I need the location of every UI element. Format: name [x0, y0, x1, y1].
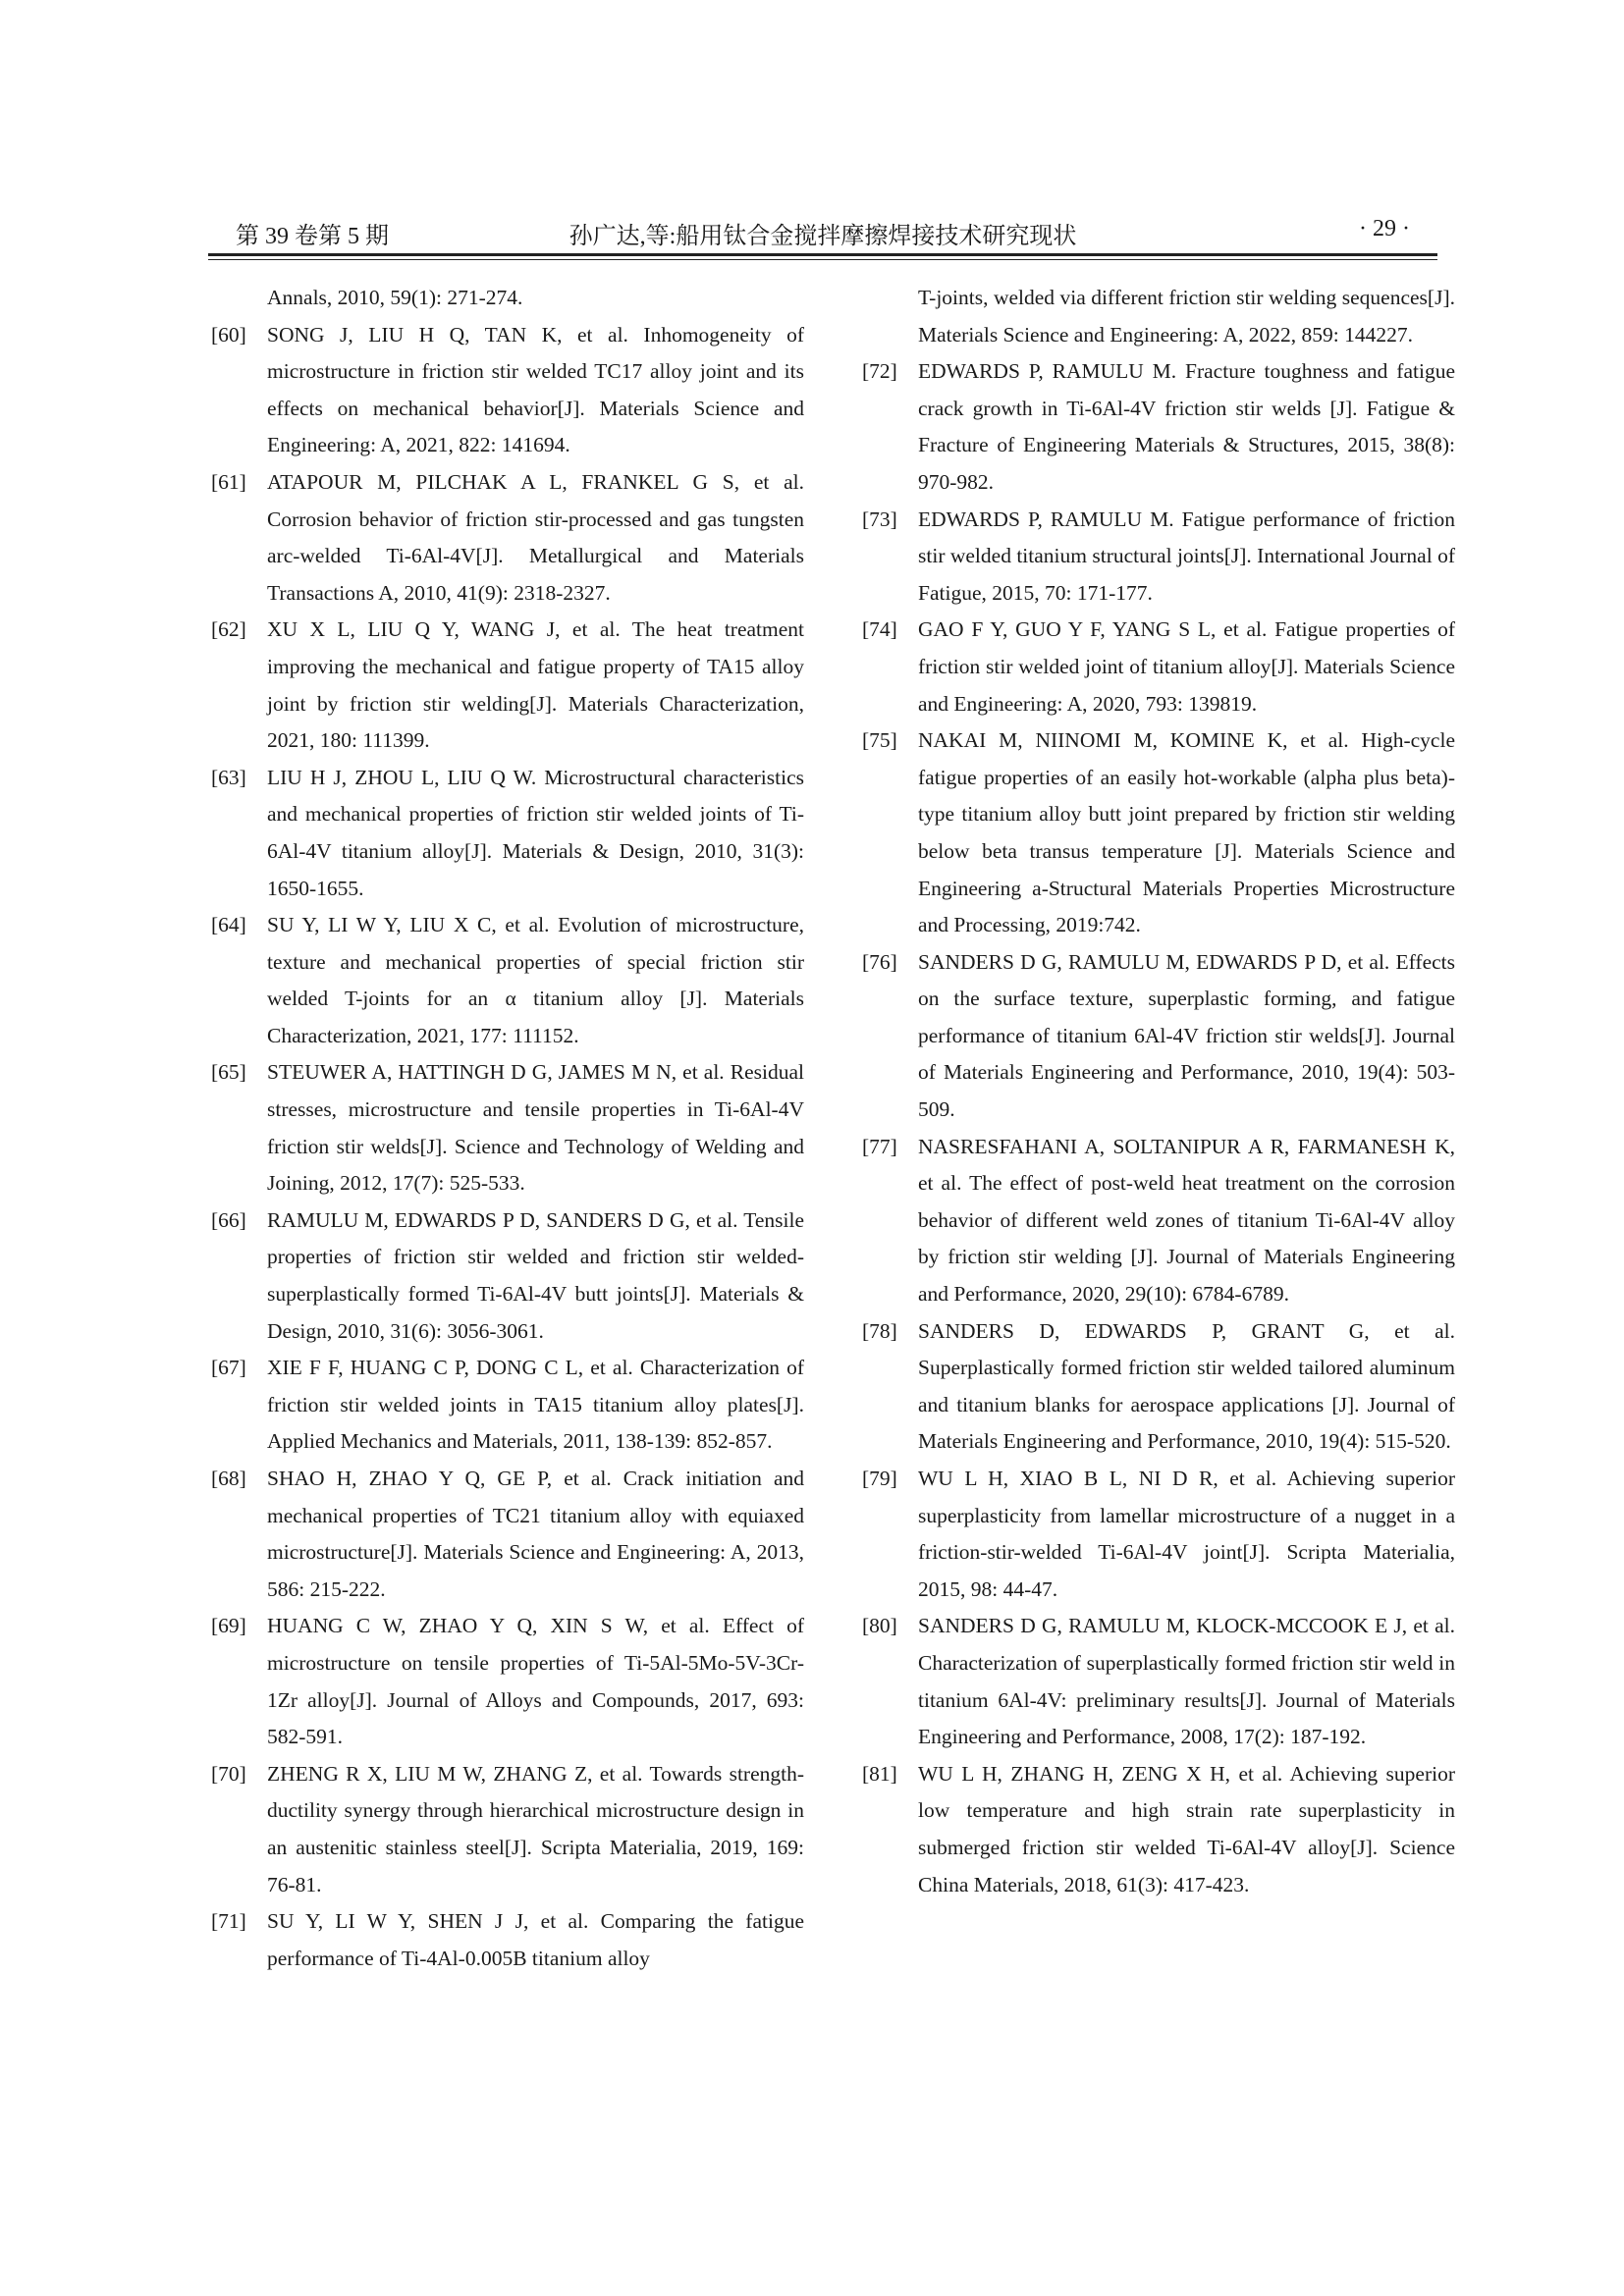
reference-text: SONG J, LIU H Q, TAN K, et al. Inhomogeneity of microstructure in friction stir welded TC17 alloy joint and its effects on mechanical behavior[J]. Materials Science and Engineering: A, 2021, 822: 141694.	[267, 322, 804, 457]
reference-item	[211, 1756, 804, 1903]
reference-number: [69]	[211, 1614, 246, 1638]
reference-text: NAKAI M, NIINOMI M, KOMINE K, et al. High-cycle fatigue properties of an easily hot-workable (alpha plus beta)-type titanium alloy butt joint prepared by friction stir welding below beta transus temperature [J]. Materials Science and Engineering a-Structural Materials Properties Microstructure and Processing, 2019:742.	[918, 728, 1455, 937]
reference-number: [78]	[862, 1318, 897, 1343]
reference-text: SANDERS D G, RAMULU M, KLOCK-MCCOOK E J, et al. Characterization of superplastically formed friction stir weld in titanium 6Al-4V: preliminary results[J]. Journal of Materials Engineering and Performance, 2008, 17(2): 187-192.	[918, 1614, 1455, 1749]
page-number: · 29 ·	[1359, 216, 1410, 241]
reference-number: [76]	[862, 949, 897, 974]
reference-number: [65]	[211, 1060, 246, 1085]
reference-item	[211, 464, 804, 612]
reference-item	[211, 907, 804, 1054]
reference-text: EDWARDS P, RAMULU M. Fatigue performance of friction stir welded titanium structural joints[J]. International Journal of Fatigue, 2015, 70: 171-177.	[918, 507, 1455, 605]
reference-item	[211, 317, 804, 464]
reference-item	[862, 502, 1455, 613]
reference-item	[211, 1608, 804, 1755]
reference-item	[862, 944, 1455, 1129]
reference-number: [71]	[211, 1909, 246, 1934]
reference-item	[211, 1461, 804, 1608]
reference-item	[862, 1313, 1455, 1461]
reference-item	[862, 1756, 1455, 1903]
reference-number: [60]	[211, 322, 246, 347]
reference-number: [77]	[862, 1134, 897, 1158]
reference-number: [68]	[211, 1467, 246, 1490]
reference-number: [80]	[862, 1614, 897, 1638]
reference-text: EDWARDS P, RAMULU M. Fracture toughness and fatigue crack growth in Ti-6Al-4V friction stir welds [J]. Fatigue & Fracture of Engineering Materials & Structures, 2015, 38(8): 970-982.	[918, 359, 1455, 494]
reference-column-left	[211, 280, 804, 1977]
reference-number: [74]	[862, 617, 897, 642]
reference-number: [81]	[862, 1761, 897, 1786]
reference-continuation: T-joints, welded via different friction stir welding sequences[J]. Materials Science and Engineering: A, 2022, 859: 144227.	[918, 286, 1455, 347]
reference-text: STEUWER A, HATTINGH D G, JAMES M N, et al. Residual stresses, microstructure and tensile properties in Ti-6Al-4V friction stir welds[J]. Science and Technology of Welding and Joining, 2012, 17(7): 525-533.	[267, 1060, 804, 1196]
journal-volume-issue: 第 39 卷第 5 期	[236, 224, 389, 249]
header-rule-thin	[208, 259, 1437, 260]
reference-continuation: Annals, 2010, 59(1): 271-274.	[267, 286, 523, 309]
running-header	[208, 212, 1437, 251]
reference-text: ATAPOUR M, PILCHAK A L, FRANKEL G S, et al. Corrosion behavior of friction stir-processed and gas tungsten arc-welded Ti-6Al-4V[J]. Metallurgical and Materials Transactions A, 2010, 41(9): 2318-2327.	[267, 469, 804, 605]
reference-item	[211, 1350, 804, 1461]
reference-number: [66]	[211, 1207, 246, 1232]
reference-item	[211, 760, 804, 907]
reference-text: SANDERS D G, RAMULU M, EDWARDS P D, et al. Effects on the surface texture, superplastic forming, and fatigue performance of titanium 6Al-4V friction stir welds[J]. Journal of Materials Engineering and Performance, 2010, 19(4): 503-509.	[918, 949, 1455, 1122]
reference-text: RAMULU M, EDWARDS P D, SANDERS D G, et al. Tensile properties of friction stir welded and friction stir welded-superplastically formed Ti-6Al-4V butt joints[J]. Materials & Design, 2010, 31(6): 3056-3061.	[267, 1207, 804, 1343]
reference-number: [72]	[862, 359, 897, 384]
reference-text: SU Y, LI W Y, LIU X C, et al. Evolution of microstructure, texture and mechanical properties of special friction stir welded T-joints for an α titanium alloy [J]. Materials Characterization, 2021, 177: 111152.	[267, 913, 804, 1047]
reference-number: [61]	[211, 469, 246, 494]
reference-number: [67]	[211, 1356, 246, 1380]
reference-number: [64]	[211, 913, 246, 937]
reference-text: SU Y, LI W Y, SHEN J J, et al. Comparing the fatigue performance of Ti-4Al-0.005B titanium alloy	[267, 1909, 804, 1970]
reference-number: [63]	[211, 765, 246, 789]
article-running-title: 孙广达,等:船用钛合金搅拌摩擦焊接技术研究现状	[568, 224, 1077, 249]
reference-item	[862, 1608, 1455, 1755]
reference-column-right	[862, 280, 1455, 1903]
reference-text: XIE F F, HUANG C P, DONG C L, et al. Characterization of friction stir welded joints in TA15 titanium alloy plates[J]. Applied Mechanics and Materials, 2011, 138-139: 852-857.	[267, 1356, 804, 1454]
reference-text: WU L H, XIAO B L, NI D R, et al. Achieving superior superplasticity from lamellar microstructure of a nugget in a friction-stir-welded Ti-6Al-4V joint[J]. Scripta Materialia, 2015, 98: 44-47.	[918, 1467, 1455, 1601]
reference-number: [62]	[211, 617, 246, 642]
reference-text: XU X L, LIU Q Y, WANG J, et al. The heat treatment improving the mechanical and fatigue property of TA15 alloy joint by friction stir welding[J]. Materials Characterization, 2021, 180: 111399.	[267, 617, 804, 753]
reference-item	[211, 1903, 804, 1977]
reference-text: HUANG C W, ZHAO Y Q, XIN S W, et al. Effect of microstructure on tensile properties of Ti-5Al-5Mo-5V-3Cr-1Zr alloy[J]. Journal of Alloys and Compounds, 2017, 693: 582-591.	[267, 1614, 804, 1749]
reference-number: [79]	[862, 1467, 897, 1490]
reference-item	[211, 1054, 804, 1201]
reference-item	[862, 1129, 1455, 1313]
reference-text: SHAO H, ZHAO Y Q, GE P, et al. Crack initiation and mechanical properties of TC21 titanium alloy with equiaxed microstructure[J]. Materials Science and Engineering: A, 2013, 586: 215-222.	[267, 1467, 804, 1601]
reference-text: ZHENG R X, LIU M W, ZHANG Z, et al. Towards strength-ductility synergy through hierarchical microstructure design in an austenitic stainless steel[J]. Scripta Materialia, 2019, 169: 76-81.	[267, 1761, 804, 1896]
reference-item	[211, 1202, 804, 1350]
reference-text: LIU H J, ZHOU L, LIU Q W. Microstructural characteristics and mechanical properties of friction stir welded joints of Ti-6Al-4V titanium alloy[J]. Materials & Design, 2010, 31(3): 1650-1655.	[267, 765, 804, 900]
reference-number: [73]	[862, 507, 897, 531]
reference-number: [70]	[211, 1761, 246, 1786]
reference-text: SANDERS D, EDWARDS P, GRANT G, et al. Superplastically formed friction stir welded tailored aluminum and titanium blanks for aerospace applications [J]. Journal of Materials Engineering and Performance, 2010, 19(4): 515-520.	[918, 1318, 1455, 1454]
header-rule-thick	[208, 253, 1437, 256]
reference-number: [75]	[862, 728, 897, 753]
reference-item	[862, 612, 1455, 722]
reference-item	[211, 612, 804, 759]
reference-item	[862, 722, 1455, 944]
reference-text: GAO F Y, GUO Y F, YANG S L, et al. Fatigue properties of friction stir welded joint of titanium alloy[J]. Materials Science and Engineering: A, 2020, 793: 139819.	[918, 617, 1455, 716]
reference-item	[862, 353, 1455, 501]
reference-text: NASRESFAHANI A, SOLTANIPUR A R, FARMANESH K, et al. The effect of post-weld heat treatment on the corrosion behavior of different weld zones of titanium Ti-6Al-4V alloy by friction stir welding [J]. Journal of Materials Engineering and Performance, 2020, 29(10): 6784-6789.	[918, 1134, 1455, 1307]
reference-item	[862, 1461, 1455, 1608]
reference-text: WU L H, ZHANG H, ZENG X H, et al. Achieving superior low temperature and high strain rate superplasticity in submerged friction stir welded Ti-6Al-4V alloy[J]. Science China Materials, 2018, 61(3): 417-423.	[918, 1761, 1455, 1896]
